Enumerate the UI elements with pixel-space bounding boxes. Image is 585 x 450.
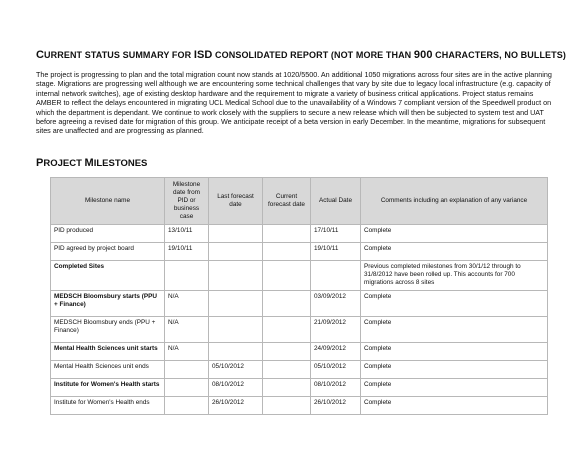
cell-actual-date: 24/09/2012: [311, 343, 361, 361]
cell-actual-date: 26/10/2012: [311, 397, 361, 415]
cell-comments: Complete: [361, 379, 548, 397]
cell-comments: Previous completed milestones from 30/1/12 through to 31/8/2012 have been rolled up. This accounts for 700 migrations across 8 sites: [361, 261, 548, 291]
cell-milestone-name: Mental Health Sciences unit ends: [51, 361, 165, 379]
cell-last-forecast: [209, 243, 263, 261]
cell-comments: Complete: [361, 243, 548, 261]
cell-milestone-name: PID agreed by project board: [51, 243, 165, 261]
cell-actual-date: 19/10/11: [311, 243, 361, 261]
cell-milestone-name: MEDSCH Bloomsbury starts (PPU + Finance): [51, 291, 165, 317]
cell-actual-date: 08/10/2012: [311, 379, 361, 397]
cell-pid-date: N/A: [165, 291, 209, 317]
cell-current-forecast: [263, 361, 311, 379]
cell-milestone-name: PID produced: [51, 225, 165, 243]
cell-pid-date: 13/10/11: [165, 225, 209, 243]
cell-last-forecast: [209, 225, 263, 243]
table-row: [51, 317, 548, 343]
milestones-table: [50, 177, 548, 415]
title-900: 900: [413, 49, 433, 61]
cell-comments: Complete: [361, 343, 548, 361]
cell-last-forecast: 05/10/2012: [209, 361, 263, 379]
cell-actual-date: 21/09/2012: [311, 317, 361, 343]
cell-last-forecast: [209, 317, 263, 343]
cell-actual-date: [311, 261, 361, 291]
header-last-forecast: Last forecast date: [209, 178, 263, 225]
table-row: [51, 397, 548, 415]
table-row: [51, 261, 548, 291]
cell-last-forecast: [209, 261, 263, 291]
table-row: [51, 343, 548, 361]
cell-pid-date: N/A: [165, 317, 209, 343]
cell-last-forecast: 26/10/2012: [209, 397, 263, 415]
report-title: [36, 49, 566, 61]
cell-actual-date: 03/09/2012: [311, 291, 361, 317]
cell-current-forecast: [263, 397, 311, 415]
cell-current-forecast: [263, 291, 311, 317]
table-row: [51, 379, 548, 397]
cell-actual-date: 05/10/2012: [311, 361, 361, 379]
table-header-row: [51, 178, 548, 225]
table-row: [51, 243, 548, 261]
title-text: URRENT STATUS SUMMARY FOR: [44, 50, 194, 60]
header-current-forecast: Current forecast date: [263, 178, 311, 225]
cell-milestone-name: MEDSCH Bloomsbury ends (PPU + Finance): [51, 317, 165, 343]
cell-milestone-name: Mental Health Sciences unit starts: [51, 343, 165, 361]
cell-pid-date: 19/10/11: [165, 243, 209, 261]
heading-text: ROJECT: [43, 158, 85, 169]
cell-comments: Complete: [361, 397, 548, 415]
table-row: [51, 225, 548, 243]
cell-pid-date: [165, 361, 209, 379]
header-actual-date: Actual Date: [311, 178, 361, 225]
cell-current-forecast: [263, 243, 311, 261]
cell-comments: Complete: [361, 291, 548, 317]
cell-current-forecast: [263, 343, 311, 361]
title-isd: ISD: [193, 49, 213, 61]
cell-pid-date: [165, 261, 209, 291]
table-body: [51, 225, 548, 415]
cell-current-forecast: [263, 317, 311, 343]
table-row: [51, 361, 548, 379]
status-paragraph: The project is progressing to plan and the total migration count now stands at 1020/5500. An additional 1050 migrations across four sites are in the active planning stage. Migrations are progressing well although we are encountering some technical challenges that vary by site due to legacy local infrastructure (e.g. capacity of internal network switches), age of existing desktop hardware and the requirement to migrate a variety of business critical applications. Project status remains AMBER to reflect the delays encountered in migrating UCL Medical School due to the unavailability of a Windows 7 compliant version of the Speedwell product on which the department is dependant. We continue to work closely with the suppliers to secure a new release which will then be subjected to system test and UAT before agreeing a revised date for migration of this group. We anticipate receipt of a beta version in early December. In the meantime, migrations for subsequent sites are unaffected and are progressing as planned.: [36, 70, 552, 136]
cell-milestone-name: Completed Sites: [51, 261, 165, 291]
cell-milestone-name: Institute for Women's Health ends: [51, 397, 165, 415]
milestones-heading: [36, 157, 147, 169]
cell-comments: Complete: [361, 225, 548, 243]
cell-current-forecast: [263, 379, 311, 397]
cell-last-forecast: [209, 343, 263, 361]
cell-last-forecast: [209, 291, 263, 317]
cell-current-forecast: [263, 261, 311, 291]
cell-actual-date: 17/10/11: [311, 225, 361, 243]
heading-text-2: ILESTONES: [93, 158, 148, 169]
cell-comments: Complete: [361, 361, 548, 379]
table-row: [51, 291, 548, 317]
title-text-end: CHARACTERS, NO BULLETS): [432, 50, 566, 60]
cell-comments: Complete: [361, 317, 548, 343]
header-milestone-name: Milestone name: [51, 178, 165, 225]
title-initial: C: [36, 49, 45, 61]
cell-milestone-name: Institute for Women's Health starts: [51, 379, 165, 397]
heading-initial-m: M: [84, 157, 94, 169]
header-comments: Comments including an explanation of any variance: [361, 178, 548, 225]
cell-last-forecast: 08/10/2012: [209, 379, 263, 397]
heading-initial: P: [36, 157, 44, 169]
cell-current-forecast: [263, 225, 311, 243]
title-text-mid: CONSOLIDATED REPORT (NOT MORE THAN: [212, 50, 414, 60]
cell-pid-date: [165, 379, 209, 397]
cell-pid-date: [165, 397, 209, 415]
cell-pid-date: N/A: [165, 343, 209, 361]
header-pid-date: Milestone date from PID or business case: [165, 178, 209, 225]
